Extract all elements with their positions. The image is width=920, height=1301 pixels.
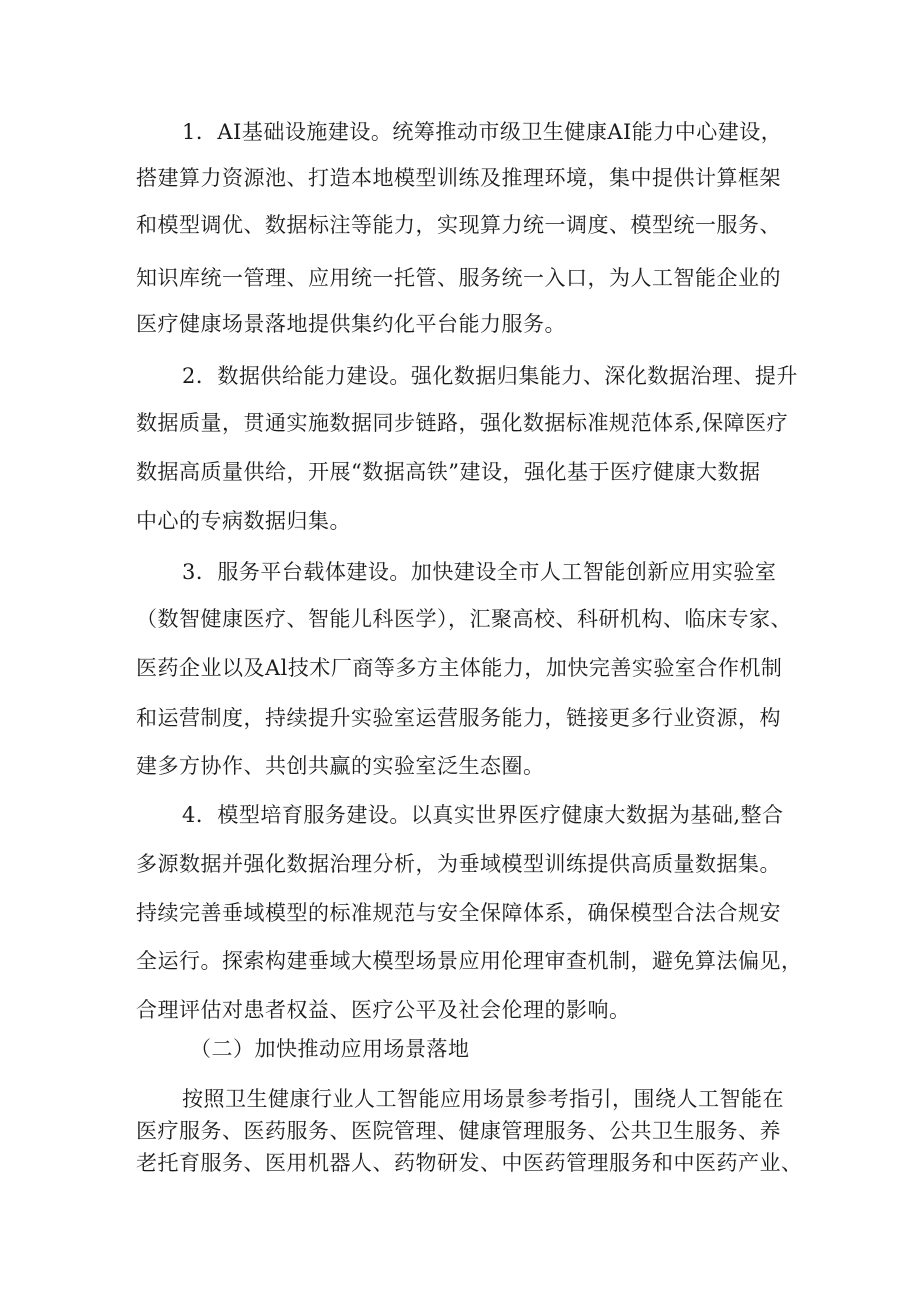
paragraph-line: 多源数据并强化数据治理分析，为垂域模型训练提供高质量数据集。 — [136, 852, 781, 876]
paragraph-line: 全运行。探索构建垂域大模型场景应用伦理审查机制，避免算法偏见， — [136, 949, 803, 973]
paragraph-line: 医疗服务、医药服务、医院管理、健康管理服务、公共卫生服务、养 — [136, 1119, 781, 1143]
paragraph-line: 数据质量，贯通实施数据同步链路，强化数据标准规范体系,保障医疗 — [136, 411, 789, 435]
paragraph-line: 3．服务平台载体建设。加快建设全市人工智能创新应用实验室 — [182, 560, 777, 584]
paragraph-line: 老托育服务、医用机器人、药物研发、中医药管理服务和中医药产业、 — [136, 1151, 803, 1175]
paragraph-line: 和模型调优、数据标注等能力，实现算力统一调度、模型统一服务、 — [136, 213, 781, 237]
paragraph-line: （数智健康医疗、智能儿科医学），汇聚高校、科研机构、临床专家、 — [136, 607, 792, 631]
paragraph-line: 持续完善垂域模型的标准规范与安全保障体系，确保模型合法合规安 — [136, 901, 781, 925]
paragraph-line: 合理评估对患者权益、医疗公平及社会伦理的影响。 — [136, 998, 631, 1022]
paragraph-line: 建多方协作、共创共赢的实验室泛生态圈。 — [136, 754, 545, 778]
paragraph-line: 搭建算力资源池、打造本地模型训练及推理环境，集中提供计算框架 — [136, 166, 781, 190]
paragraph-line: 按照卫生健康行业人工智能应用场景参考指引，围绕人工智能在 — [182, 1087, 784, 1111]
paragraph-line: 医疗健康场景落地提供集约化平台能力服务。 — [136, 312, 566, 336]
paragraph-line: 医药企业以及Al技术厂商等多方主体能力，加快完善实验室合作机制 — [136, 656, 783, 680]
paragraph-line: 知识库统一管理、应用统一托管、服务统一入口，为人工智能企业的 — [136, 266, 781, 290]
paragraph-line: 4．模型培育服务建设。以真实世界医疗健康大数据为基础,整合 — [182, 803, 784, 827]
section-heading: （二）加快推动应用场景落地 — [190, 1037, 470, 1061]
paragraph-line: 2．数据供给能力建设。强化数据归集能力、深化数据治理、提升 — [182, 364, 798, 388]
paragraph-line: 中心的专病数据归集。 — [136, 509, 351, 533]
paragraph-line: 1．AI基础设施建设。统筹推动市级卫生健康AI能力中心建设， — [182, 120, 783, 144]
paragraph-line: 和运营制度，持续提升实验室运营服务能力，链接更多行业资源，构 — [136, 706, 781, 730]
paragraph-line: 数据高质量供给，开展“数据高铁”建设，强化基于医疗健康大数据 — [136, 460, 761, 484]
